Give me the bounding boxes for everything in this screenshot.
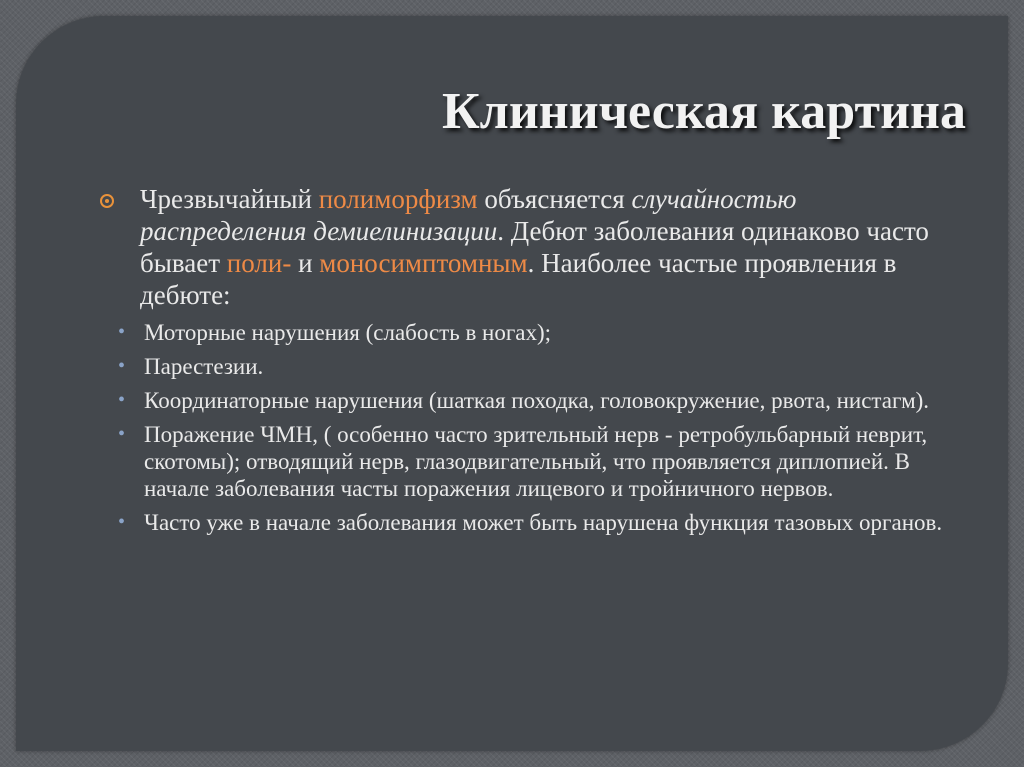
main-text-5: . Наиболее частые проявления в дебюте: bbox=[140, 248, 897, 310]
main-text-4: и bbox=[291, 248, 320, 278]
dot-bullet-icon: • bbox=[118, 389, 126, 411]
slide-title: Клиническая картина bbox=[441, 83, 966, 140]
accent-term-polymorphism: полиморфизм bbox=[318, 184, 478, 214]
circle-bullet-icon bbox=[100, 194, 114, 208]
list-item-text: Парестезии. bbox=[144, 354, 264, 379]
sub-bullet-list bbox=[96, 319, 946, 536]
accent-term-monosymptomatic: моносимптомным bbox=[319, 248, 528, 278]
list-item bbox=[96, 509, 946, 536]
italic-phrase: случайностью распределения демиелинизации bbox=[140, 184, 797, 246]
dot-bullet-icon: • bbox=[118, 423, 126, 445]
list-item-text: Координаторные нарушения (шаткая походка, головокружение, рвота, нистагм). bbox=[144, 388, 930, 413]
dot-bullet-icon: • bbox=[118, 355, 126, 377]
list-item bbox=[96, 421, 946, 502]
main-bullet-paragraph bbox=[96, 183, 946, 311]
main-text-3: . Дебют заболевания одинаково часто бывает bbox=[140, 216, 929, 278]
main-text-2: объясняется bbox=[477, 184, 632, 214]
list-item-text: Часто уже в начале заболевания может быть нарушена функция тазовых органов. bbox=[144, 510, 943, 535]
slide-content bbox=[96, 183, 946, 543]
dot-bullet-icon: • bbox=[118, 321, 126, 343]
list-item-text: Поражение ЧМН, ( особенно часто зрительный нерв - ретробульбарный неврит, скотомы); отводящий нерв, глазодвигательный, что проявляется диплопией. В начале заболевания часты поражения лицевого и тройничного нервов. bbox=[144, 422, 928, 501]
accent-term-poly: поли- bbox=[226, 248, 292, 278]
list-item bbox=[96, 319, 946, 346]
main-text-1: Чрезвычайный bbox=[140, 184, 319, 214]
list-item bbox=[96, 387, 946, 414]
dot-bullet-icon: • bbox=[118, 511, 126, 533]
list-item bbox=[96, 353, 946, 380]
list-item-text: Моторные нарушения (слабость в ногах); bbox=[144, 320, 552, 345]
